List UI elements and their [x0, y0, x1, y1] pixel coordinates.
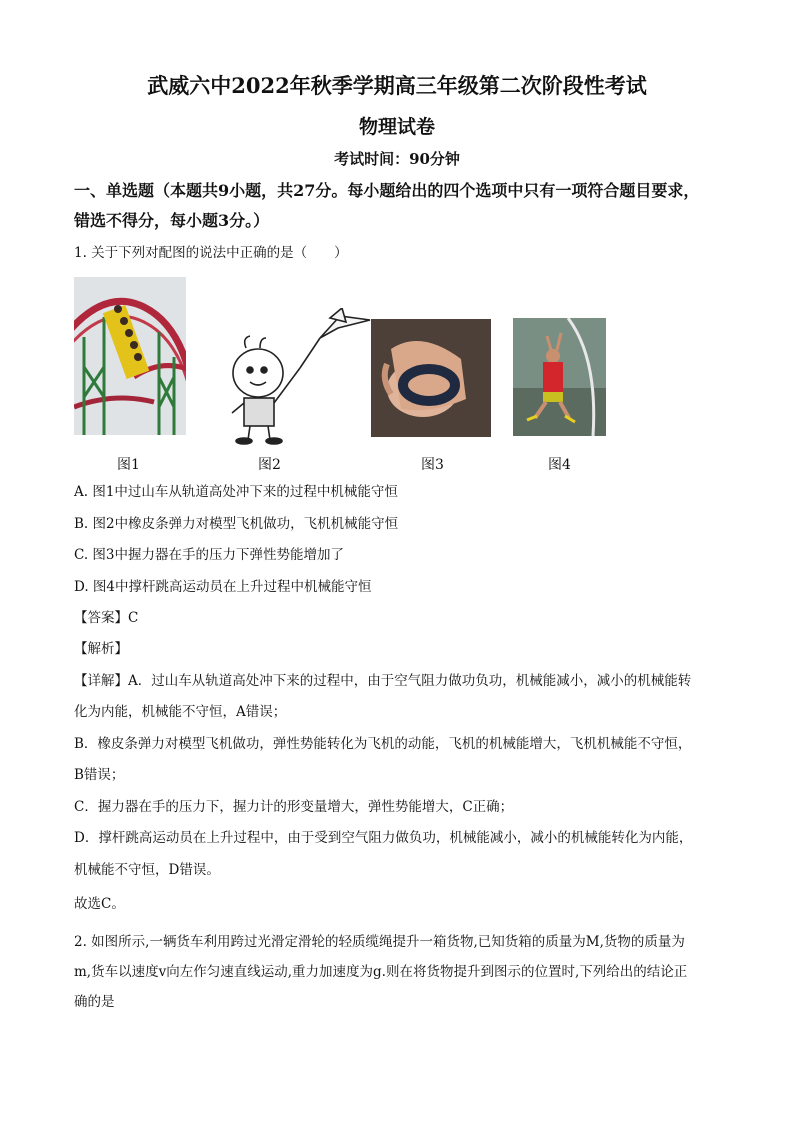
q1-answer: 【答案】C — [74, 610, 139, 626]
figure-caption-3: 图3 — [421, 457, 444, 473]
q1-option-b: B. 图2中橡皮条弹力对模型飞机做功，飞机机械能守恒 — [74, 516, 399, 532]
section-heading — [74, 176, 724, 236]
q2-stem-line: 2. 如图所示,一辆货车利用跨过光滑定滑轮的轻质缆绳提升一箱货物,已知货箱的质量为M,货物的质量为 — [74, 934, 685, 950]
q1-detail-line: C．握力器在手的压力下，握力计的形变量增大，弹性势能增大，C正确； — [74, 799, 514, 815]
exam-subtitle: 物理试卷 — [358, 116, 435, 138]
q2-stem-line: m,货车以速度v向左作匀速直线运动,重力加速度为g.则在将货物提升到图示的位置时,下列给出的结论正 — [74, 964, 688, 980]
q2-stem-line: 确的是 — [74, 994, 115, 1010]
q1-option-c: C. 图3中握力器在手的压力下弹性势能增加了 — [74, 547, 345, 563]
q1-analysis-label: 【解析】 — [74, 641, 128, 657]
pole-vault-image — [513, 318, 606, 436]
figure-caption-4: 图4 — [548, 457, 571, 473]
figure-caption-1: 图1 — [117, 457, 140, 473]
exam-title: 武威六中2022年秋季学期高三年级第二次阶段性考试 — [147, 73, 647, 98]
hand-grip-image — [371, 319, 491, 437]
q1-choice: 故选C。 — [74, 896, 125, 912]
roller-coaster-image — [74, 277, 186, 435]
q1-detail-line: D．撑杆跳高运动员在上升过程中，由于受到空气阻力做负功，机械能减小，减小的机械能转化为内能， — [74, 830, 693, 846]
q1-stem: 1. 关于下列对配图的说法中正确的是（ ） — [74, 245, 348, 261]
section-heading-line1: 一、单选题（本题共9小题，共27分。每小题给出的四个选项中只有一项符合题目要求， — [74, 181, 700, 200]
q1-detail-line: 【详解】A．过山车从轨道高处冲下来的过程中，由于空气阻力做功负功，机械能减小，减小的机械能转 — [74, 673, 692, 689]
q1-detail-line: B．橡皮条弹力对模型飞机做功，弹性势能转化为飞机的动能，飞机的机械能增大，飞机机械能不守恒， — [74, 736, 692, 752]
model-plane-cartoon-image — [220, 308, 375, 446]
q1-detail-line: 化为内能，机械能不守恒，A错误； — [74, 704, 287, 720]
q1-detail-line: 机械能不守恒，D错误。 — [74, 862, 220, 878]
figure-caption-2: 图2 — [258, 457, 281, 473]
q1-option-d: D. 图4中撑杆跳高运动员在上升过程中机械能守恒 — [74, 579, 372, 595]
q1-option-a: A. 图1中过山车从轨道高处冲下来的过程中机械能守恒 — [74, 484, 398, 500]
q1-detail-line: B错误； — [74, 767, 125, 783]
section-heading-line2: 错选不得分，每小题3分。） — [74, 211, 270, 230]
exam-time: 考试时间：90分钟 — [334, 150, 460, 168]
